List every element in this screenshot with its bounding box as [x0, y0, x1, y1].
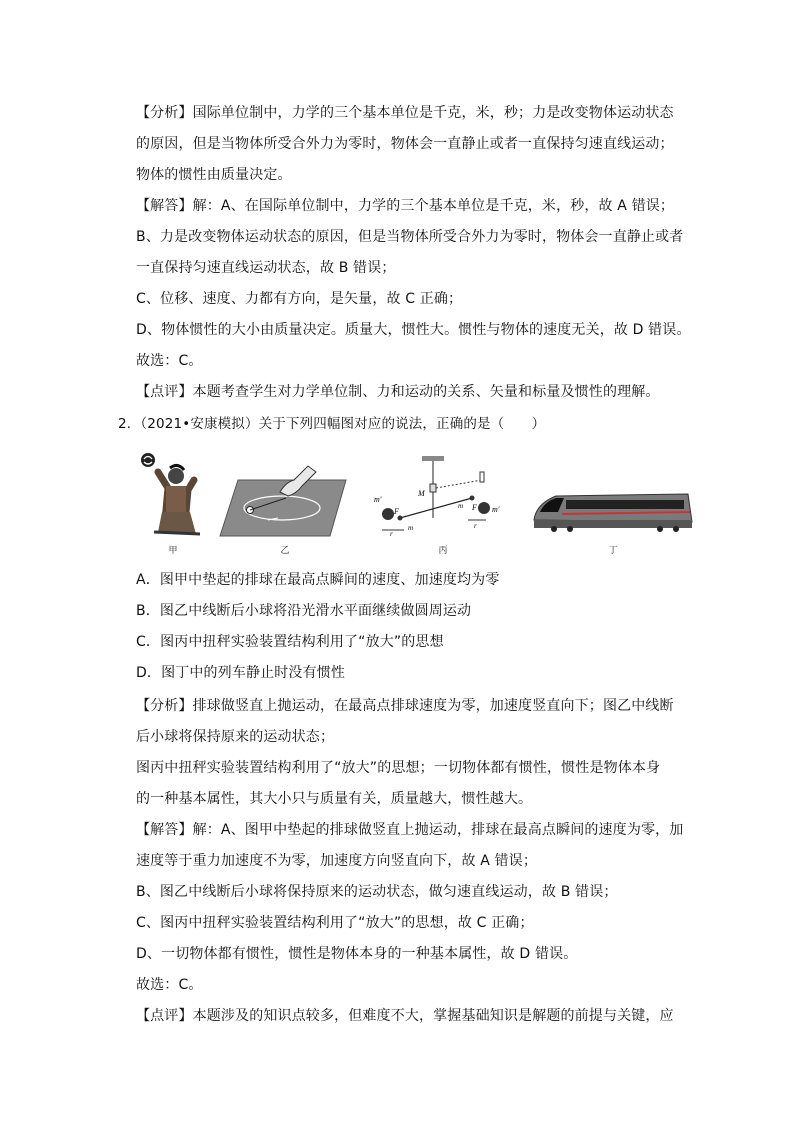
solution-line: 一直保持匀速直线运动状态，故 B 错误； — [136, 260, 396, 276]
option-d: D．图丁中的列车静止时没有惯性 — [136, 665, 346, 681]
analysis-line: 【分析】排球做竖直上抛运动，在最高点排球速度为零，加速度竖直向下；图乙中线断 — [136, 698, 674, 714]
solution-line: D、物体惯性的大小由质量决定。质量大，惯性大。惯性与物体的速度无关，故 D 错误。 — [136, 322, 691, 338]
solution-line: 速度等于重力加速度不为零，加速度方向竖直向下，故 A 错误； — [136, 853, 537, 869]
comment-line: 【点评】本题涉及的知识点较多，但难度不大，掌握基础知识是解题的前提与关键，应 — [136, 1008, 674, 1024]
volleyball-player-figure — [136, 450, 202, 540]
answer-line: 故选：C。 — [136, 977, 203, 993]
label: F — [472, 503, 477, 512]
figure-caption-bing: 丙 — [438, 546, 448, 556]
comment-line: 【点评】本题考查学生对力学单位制、力和运动的关系、矢量和标量及惯性的理解。 — [136, 384, 660, 400]
solution-line: B、力是改变物体运动状态的原因，但是当物体所受合外力为零时，物体会一直静止或者 — [136, 229, 684, 245]
option-b: B．图乙中线断后小球将沿光滑水平面继续做圆周运动 — [136, 603, 472, 619]
option-c: C．图丙中扭秤实验装置结构利用了“放大”的思想 — [136, 634, 444, 650]
question-stem: 2．（2021•安康模拟）关于下列四幅图对应的说法，正确的是（ ） — [118, 416, 546, 432]
figure-caption-jia: 甲 — [168, 546, 178, 556]
solution-line: C、图丙中扭秤实验装置结构利用了“放大”的思想，故 C 正确； — [136, 915, 534, 931]
train-figure — [530, 486, 696, 536]
figure-caption-ding: 丁 — [608, 546, 618, 556]
analysis-line: 图丙中扭秤实验装置结构利用了“放大”的思想；一切物体都有惯性，惯性是物体本身 — [136, 760, 661, 776]
label: m — [458, 502, 464, 510]
solution-line: 【解答】解：A、在国际单位制中，力学的三个基本单位是千克，米，秒，故 A 错误； — [136, 198, 675, 214]
torsion-balance-figure — [372, 450, 512, 542]
circular-motion-figure — [218, 450, 348, 540]
solution-line: C、位移、速度、力都有方向，是矢量，故 C 正确； — [136, 291, 463, 307]
figure-caption-yi: 乙 — [280, 546, 290, 556]
solution-line: 【解答】解：A、图甲中垫起的排球做竖直上抛运动，排球在最高点瞬间的速度为零，加 — [136, 822, 684, 838]
label: m — [408, 524, 414, 532]
analysis-line: 后小球将保持原来的运动状态； — [136, 729, 335, 745]
label: M — [418, 489, 425, 498]
label: r — [474, 522, 477, 530]
label: m′ — [492, 505, 500, 514]
analysis-line: 的一种基本属性，其大小只与质量有关，质量越大，惯性越大。 — [136, 791, 533, 807]
analysis-line: 的原因，但是当物体所受合外力为零时，物体会一直静止或者一直保持匀速直线运动； — [136, 136, 674, 152]
analysis-line: 物体的惯性由质量决定。 — [136, 167, 292, 183]
label: m′ — [374, 495, 382, 504]
figure-row — [136, 450, 696, 562]
label: F — [394, 507, 399, 516]
solution-line: D、一切物体都有惯性，惯性是物体本身的一种基本属性，故 D 错误。 — [136, 946, 578, 962]
solution-line: B、图乙中线断后小球将保持原来的运动状态，做匀速直线运动，故 B 错误； — [136, 884, 618, 900]
label: r — [390, 530, 393, 538]
analysis-line: 【分析】国际单位制中，力学的三个基本单位是千克，米，秒；力是改变物体运动状态 — [136, 105, 674, 121]
option-a: A．图甲中垫起的排球在最高点瞬间的速度、加速度均为零 — [136, 572, 500, 588]
answer-line: 故选：C。 — [136, 353, 203, 369]
